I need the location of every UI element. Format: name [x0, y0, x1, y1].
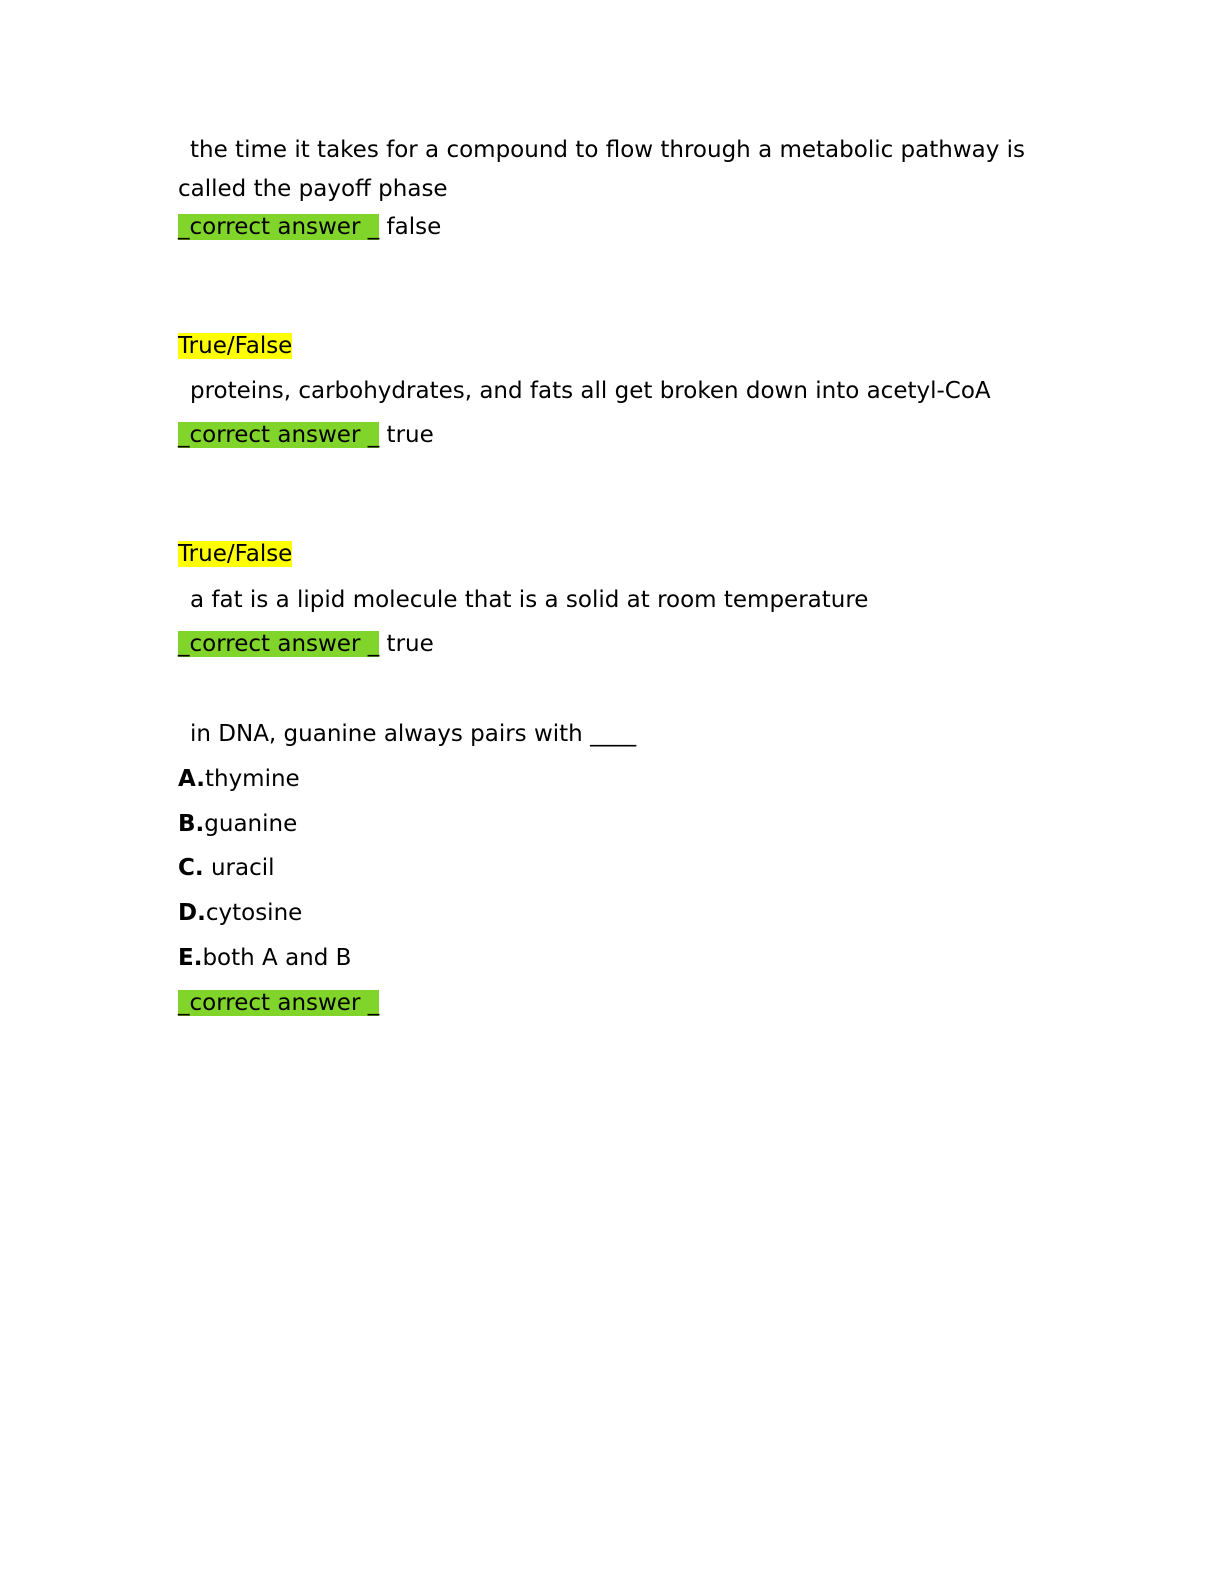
question-3-text: a fat is a lipid molecule that is a solid at room temperature: [190, 587, 869, 613]
question-type-label: True/False: [178, 541, 293, 567]
question-3-type: [178, 539, 292, 569]
option-letter: A.: [178, 766, 205, 792]
option-text: thymine: [204, 766, 300, 792]
option-letter: C.: [178, 855, 204, 881]
option-a: [178, 764, 300, 794]
question-1-text-line-1: the time it takes for a compound to flow through a metabolic pathway is: [190, 137, 1026, 163]
question-2-answer-row: [178, 420, 434, 450]
correct-answer-value: true: [386, 631, 434, 657]
correct-answer-label: _correct answer _: [178, 422, 380, 448]
question-4-text: in DNA, guanine always pairs with ____: [190, 721, 637, 747]
correct-answer-label: _correct answer _: [178, 214, 380, 240]
option-c: [178, 853, 275, 883]
option-b: [178, 809, 297, 839]
option-text: both A and B: [202, 945, 352, 971]
question-1-answer-row: [178, 212, 441, 242]
option-text: guanine: [204, 811, 298, 837]
option-letter: D.: [178, 900, 206, 926]
option-letter: B.: [178, 811, 205, 837]
question-3-answer-row: [178, 629, 434, 659]
correct-answer-label: _correct answer _: [178, 990, 380, 1016]
correct-answer-value: false: [386, 214, 442, 240]
correct-answer-value: true: [386, 422, 434, 448]
option-letter: E.: [178, 945, 203, 971]
question-1-text-line-2: called the payoff phase: [178, 176, 448, 202]
question-type-label: True/False: [178, 333, 293, 359]
question-2-type: [178, 331, 292, 361]
option-e: [178, 943, 351, 973]
correct-answer-label: _correct answer _: [178, 631, 380, 657]
option-d: [178, 898, 302, 928]
option-text: cytosine: [205, 900, 303, 926]
question-4-answer-row: [178, 988, 379, 1018]
question-2-text: proteins, carbohydrates, and fats all get broken down into acetyl-CoA: [190, 378, 991, 404]
option-text: uracil: [210, 855, 275, 881]
